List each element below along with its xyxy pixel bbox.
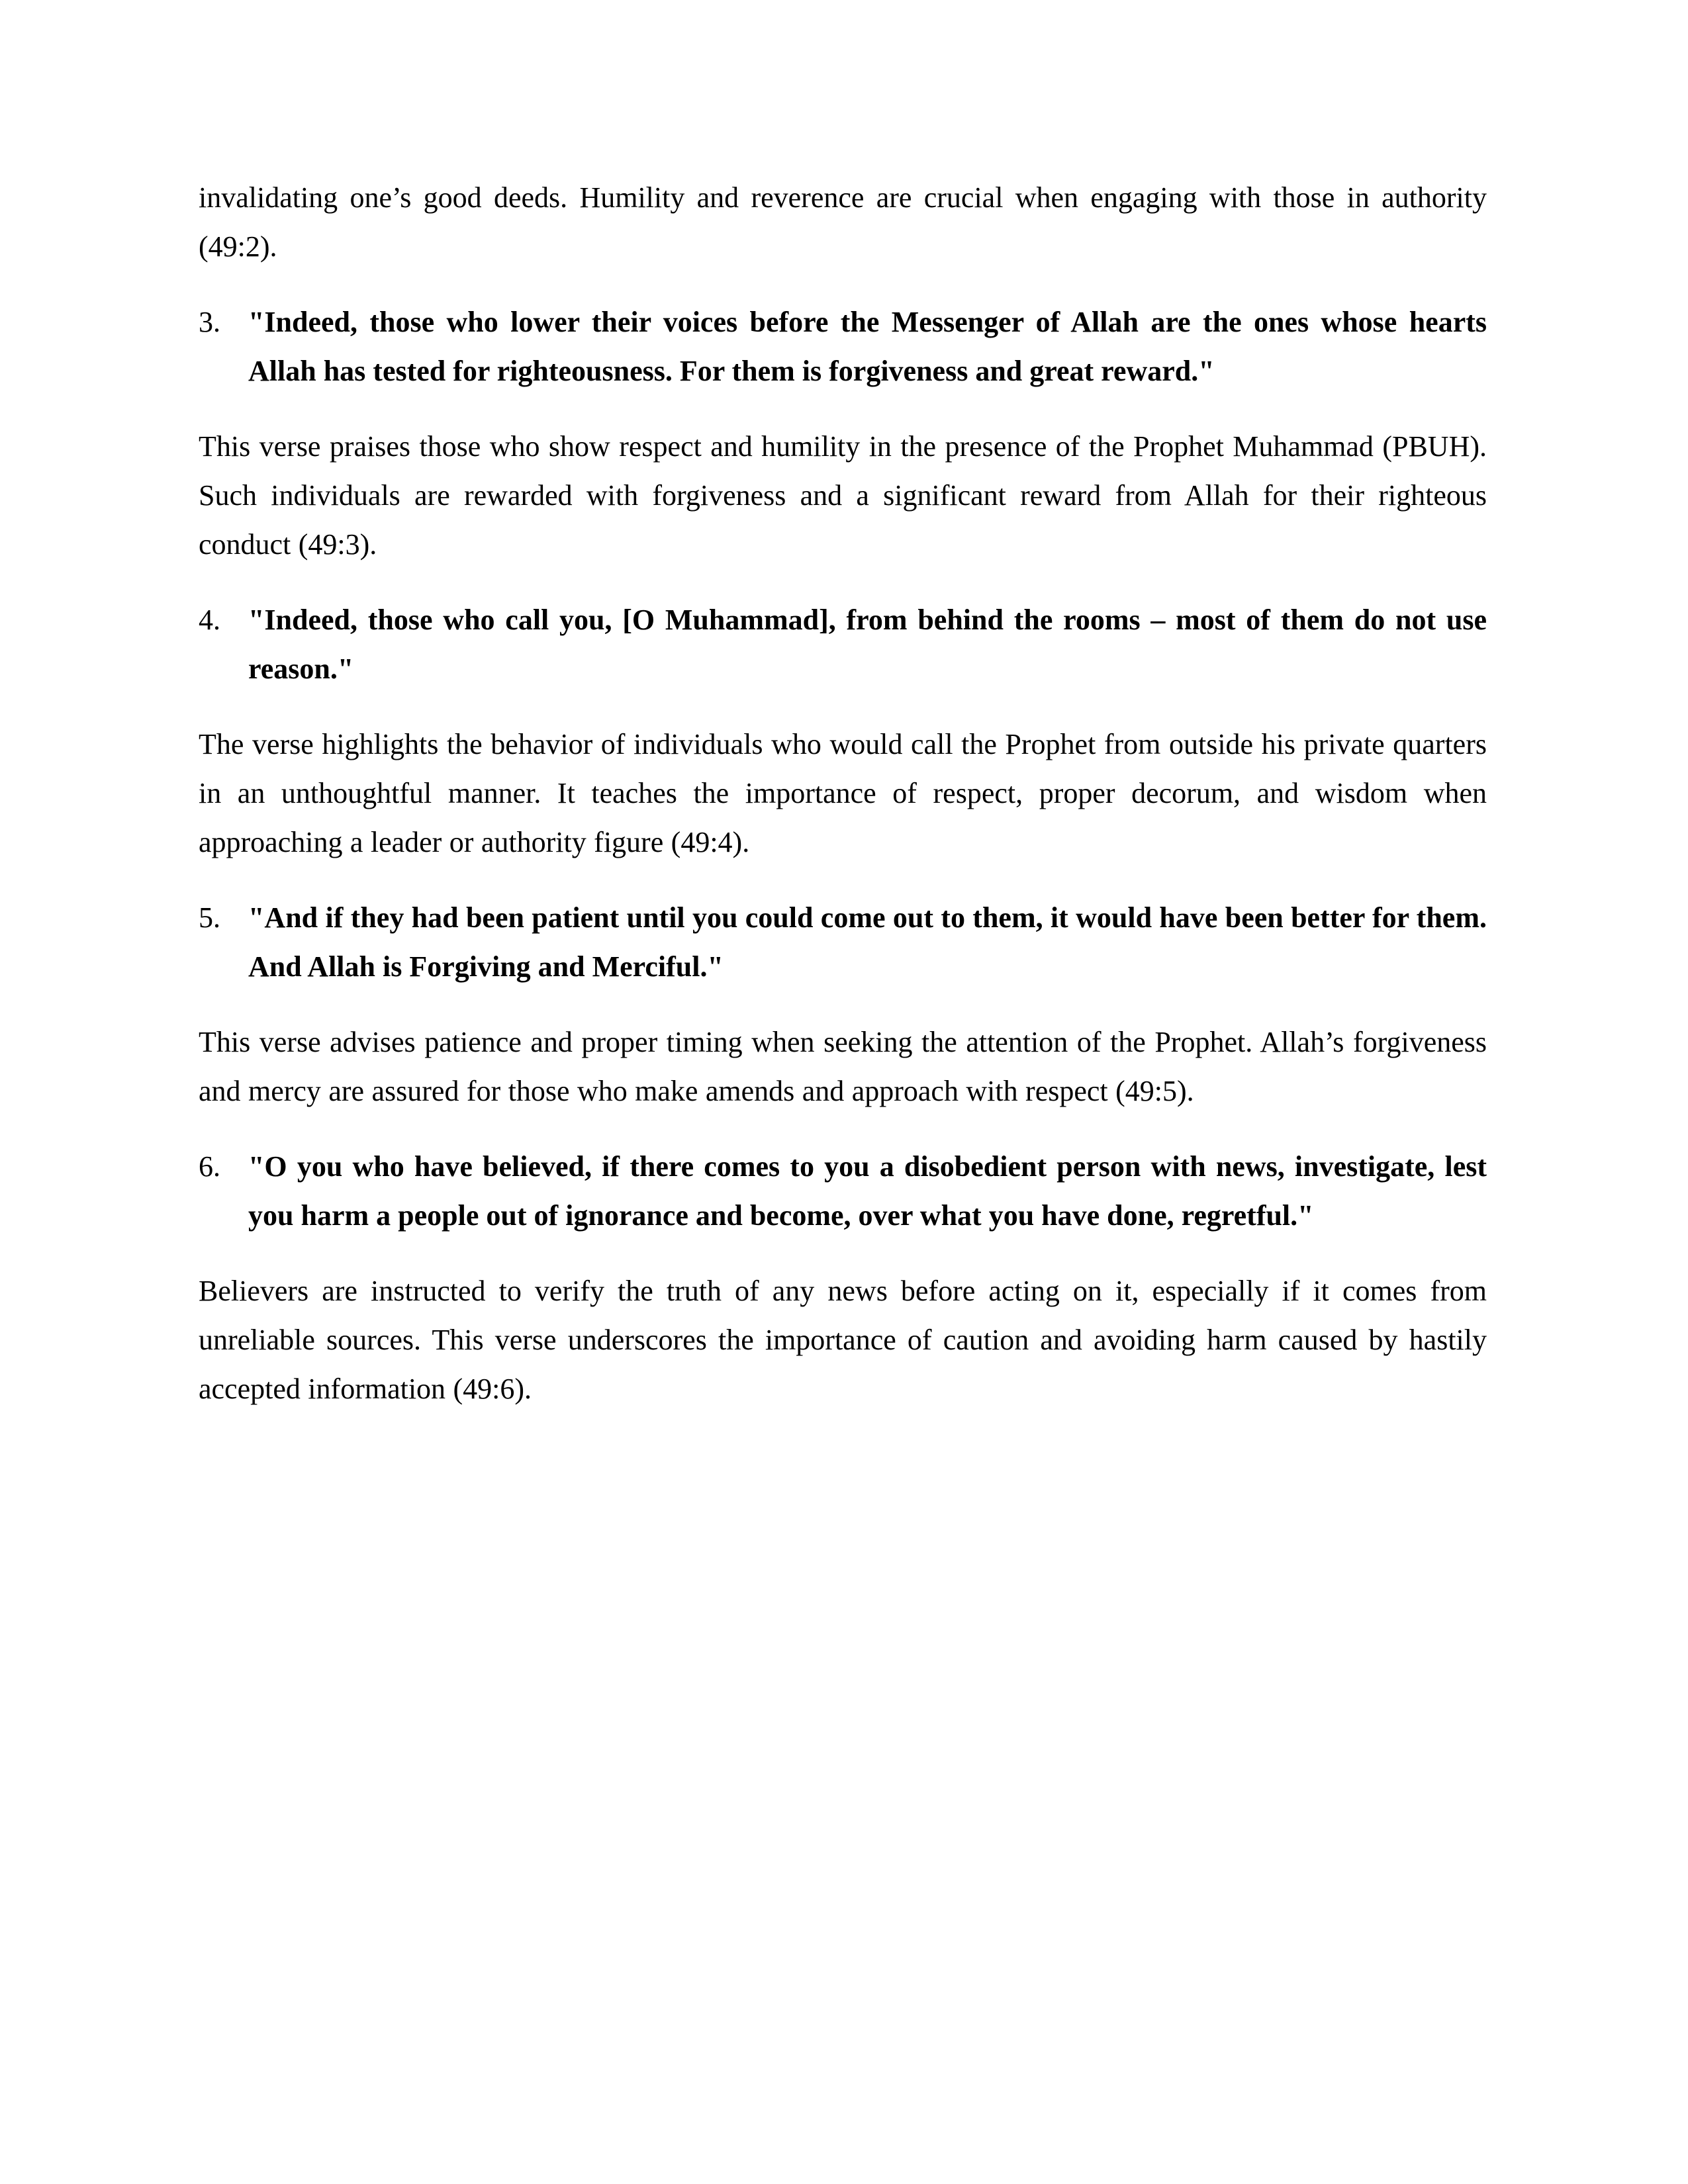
verse-text-5: "And if they had been patient until you could come out to them, it would have been better for them. And Allah is Forgiving and Merciful." — [248, 901, 1487, 983]
verse-text-4: "Indeed, those who call you, [O Muhammad], from behind the rooms – most of them do not use reason." — [248, 604, 1487, 685]
intro-paragraph: invalidating one’s good deeds. Humility and reverence are crucial when engaging with those in authority (49:2). — [199, 181, 1487, 263]
verse-list-6 — [199, 1142, 1487, 1240]
list-marker-5: 5. — [199, 901, 220, 934]
verse-text-6: "O you who have believed, if there comes to you a disobedient person with news, investigate, lest you harm a people out of ignorance and become, over what you have done, regretful." — [248, 1150, 1487, 1232]
verse-list-5 — [199, 893, 1487, 991]
commentary-paragraph-5: This verse advises patience and proper timing when seeking the attention of the Prophet. Allah’s forgiveness and mercy are assured for those who make amends and approach with respect (49:5). — [199, 1026, 1487, 1107]
verse-list-3 — [199, 298, 1487, 396]
verse-item-3 — [199, 298, 1487, 396]
verse-text-3: "Indeed, those who lower their voices before the Messenger of Allah are the ones whose hearts Allah has tested for righteousness. For them is forgiveness and great reward." — [248, 306, 1487, 387]
document-text-column — [199, 173, 1487, 1440]
commentary-paragraph-3: This verse praises those who show respect and humility in the presence of the Prophet Muhammad (PBUH). Such individuals are rewarded with forgiveness and a significant reward from Allah for their righteous conduct (49:3). — [199, 430, 1487, 561]
commentary-paragraph-6: Believers are instructed to verify the truth of any news before acting on it, especially if it comes from unreliable sources. This verse underscores the importance of caution and avoiding harm caused by hastily accepted information (49:6). — [199, 1275, 1487, 1405]
list-marker-6: 6. — [199, 1150, 220, 1183]
list-marker-4: 4. — [199, 604, 220, 636]
list-marker-3: 3. — [199, 306, 220, 338]
verse-item-5 — [199, 893, 1487, 991]
verse-list-4 — [199, 596, 1487, 694]
verse-item-4 — [199, 596, 1487, 694]
verse-item-6 — [199, 1142, 1487, 1240]
commentary-paragraph-4: The verse highlights the behavior of individuals who would call the Prophet from outside his private quarters in an unthoughtful manner. It teaches the importance of respect, proper decorum, and wisdom when approaching a leader or authority figure (49:4). — [199, 728, 1487, 858]
